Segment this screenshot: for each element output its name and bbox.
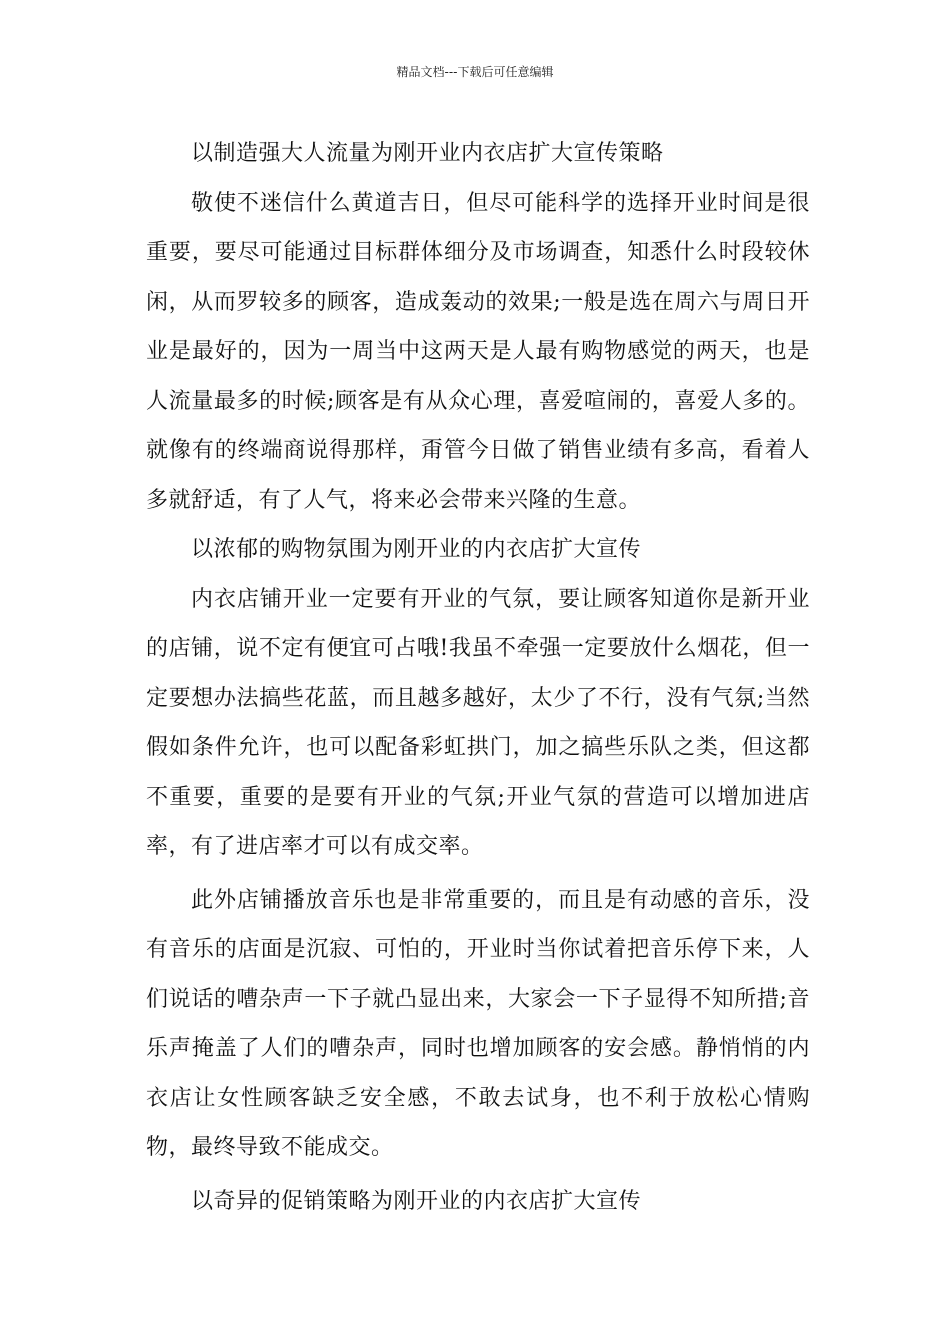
paragraph-music: 此外店铺播放音乐也是非常重要的，而且是有动感的音乐，没有音乐的店面是沉寂、可怕的，开业时当你试着把音乐停下来，人们说话的嘈杂声一下子就凸显出来，大家会一下子显得不知所措;音乐声掩盖了人们的嘈杂声，同时也增加顾客的安会感。静悄悄的内衣店让女性顾客缺乏安全感，不敢去试身，也不利于放松心情购物，最终导致不能成交。 <box>146 887 810 1160</box>
page-header: 精品文档---下载后可任意编辑 <box>396 65 554 79</box>
paragraph-opening-time: 敬使不迷信什么黄道吉日，但尽可能科学的选择开业时间是很重要，要尽可能通过目标群体细分及市场调查，知悉什么时段较休闲，从而罗较多的顾客，造成轰动的效果;一般是选在周六与周日开业是最好的，因为一周当中这两天是人最有购物感觉的两天，也是人流量最多的时候;顾客是有从众心理，喜爱喧闹的，喜爱人多的。就像有的终端商说得那样，甭管今日做了销售业绩有多高，看着人多就舒适，有了人气，将来必会带来兴隆的生意。 <box>146 190 810 513</box>
document-body <box>146 129 810 1226</box>
paragraph-opening-atmosphere: 内衣店铺开业一定要有开业的气氛，要让顾客知道你是新开业的店铺，说不定有便宜可占哦!我虽不牵强一定要放什么烟花，但一定要想办法搞些花蓝，而且越多越好，太少了不行，没有气氛;当然假如条件允许，也可以配备彩虹拱门，加之搞些乐队之类，但这都不重要，重要的是要有开业的气氛;开业气氛的营造可以增加进店率，有了进店率才可以有成交率。 <box>146 586 810 859</box>
section-heading-promotion: 以奇异的促销策略为刚开业的内衣店扩大宣传 <box>191 1188 642 1214</box>
section-heading-crowd: 以制造强大人流量为刚开业内衣店扩大宣传策略 <box>191 141 664 166</box>
section-heading-atmosphere: 以浓郁的购物氛围为刚开业的内衣店扩大宣传 <box>191 537 642 562</box>
